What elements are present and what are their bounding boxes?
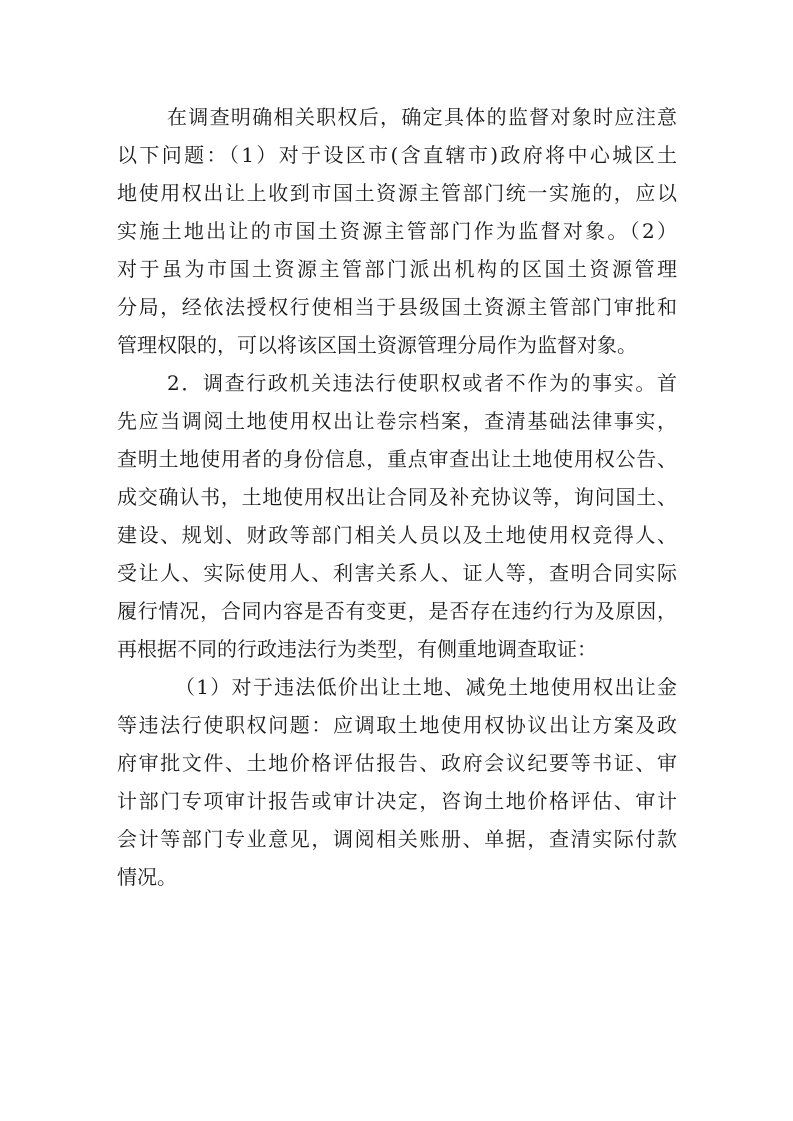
text-line: 地使用权出让上收到市国土资源主管部门统一实施的，应以 bbox=[117, 181, 677, 205]
text-line: 情况。 bbox=[117, 865, 177, 889]
text-line: 以下问题：（1）对于设区市(含直辖市)政府将中心城区土 bbox=[117, 143, 677, 167]
paragraph-1 bbox=[117, 98, 677, 364]
text-line: 等违法行使职权问题：应调取土地使用权协议出让方案及政 bbox=[117, 713, 677, 737]
paragraph-3 bbox=[117, 668, 677, 896]
text-line: 履行情况，合同内容是否有变更，是否存在违约行为及原因， bbox=[117, 599, 677, 623]
text-line: 查明土地使用者的身份信息，重点审查出让土地使用权公告、 bbox=[117, 447, 677, 471]
paragraph-2 bbox=[117, 364, 677, 668]
text-line: 实施土地出让的市国土资源主管部门作为监督对象。（2） bbox=[117, 219, 677, 243]
text-line: 先应当调阅土地使用权出让卷宗档案，查清基础法律事实， bbox=[117, 409, 677, 433]
text-line: 对于虽为市国土资源主管部门派出机构的区国土资源管理 bbox=[117, 257, 677, 281]
text-line: 再根据不同的行政违法行为类型，有侧重地调查取证： bbox=[117, 637, 597, 661]
text-line: 管理权限的，可以将该区国土资源管理分局作为监督对象。 bbox=[117, 333, 637, 357]
text-line: 计部门专项审计报告或审计决定，咨询土地价格评估、审计 bbox=[117, 789, 677, 813]
text-line: 府审批文件、土地价格评估报告、政府会议纪要等书证、审 bbox=[117, 751, 677, 775]
text-line: （1）对于违法低价出让土地、减免土地使用权出让金 bbox=[175, 675, 677, 699]
text-line: 受让人、实际使用人、利害关系人、证人等，查明合同实际 bbox=[117, 561, 677, 585]
text-line: 2．调查行政机关违法行使职权或者不作为的事实。首 bbox=[167, 371, 677, 395]
text-line: 在调查明确相关职权后，确定具体的监督对象时应注意 bbox=[167, 105, 677, 129]
text-line: 分局，经依法授权行使相当于县级国土资源主管部门审批和 bbox=[117, 295, 677, 319]
document-body bbox=[117, 98, 677, 896]
text-line: 成交确认书，土地使用权出让合同及补充协议等，询问国土、 bbox=[117, 485, 677, 509]
text-line: 建设、规划、财政等部门相关人员以及土地使用权竞得人、 bbox=[117, 523, 677, 547]
text-line: 会计等部门专业意见，调阅相关账册、单据，查清实际付款 bbox=[117, 827, 677, 851]
